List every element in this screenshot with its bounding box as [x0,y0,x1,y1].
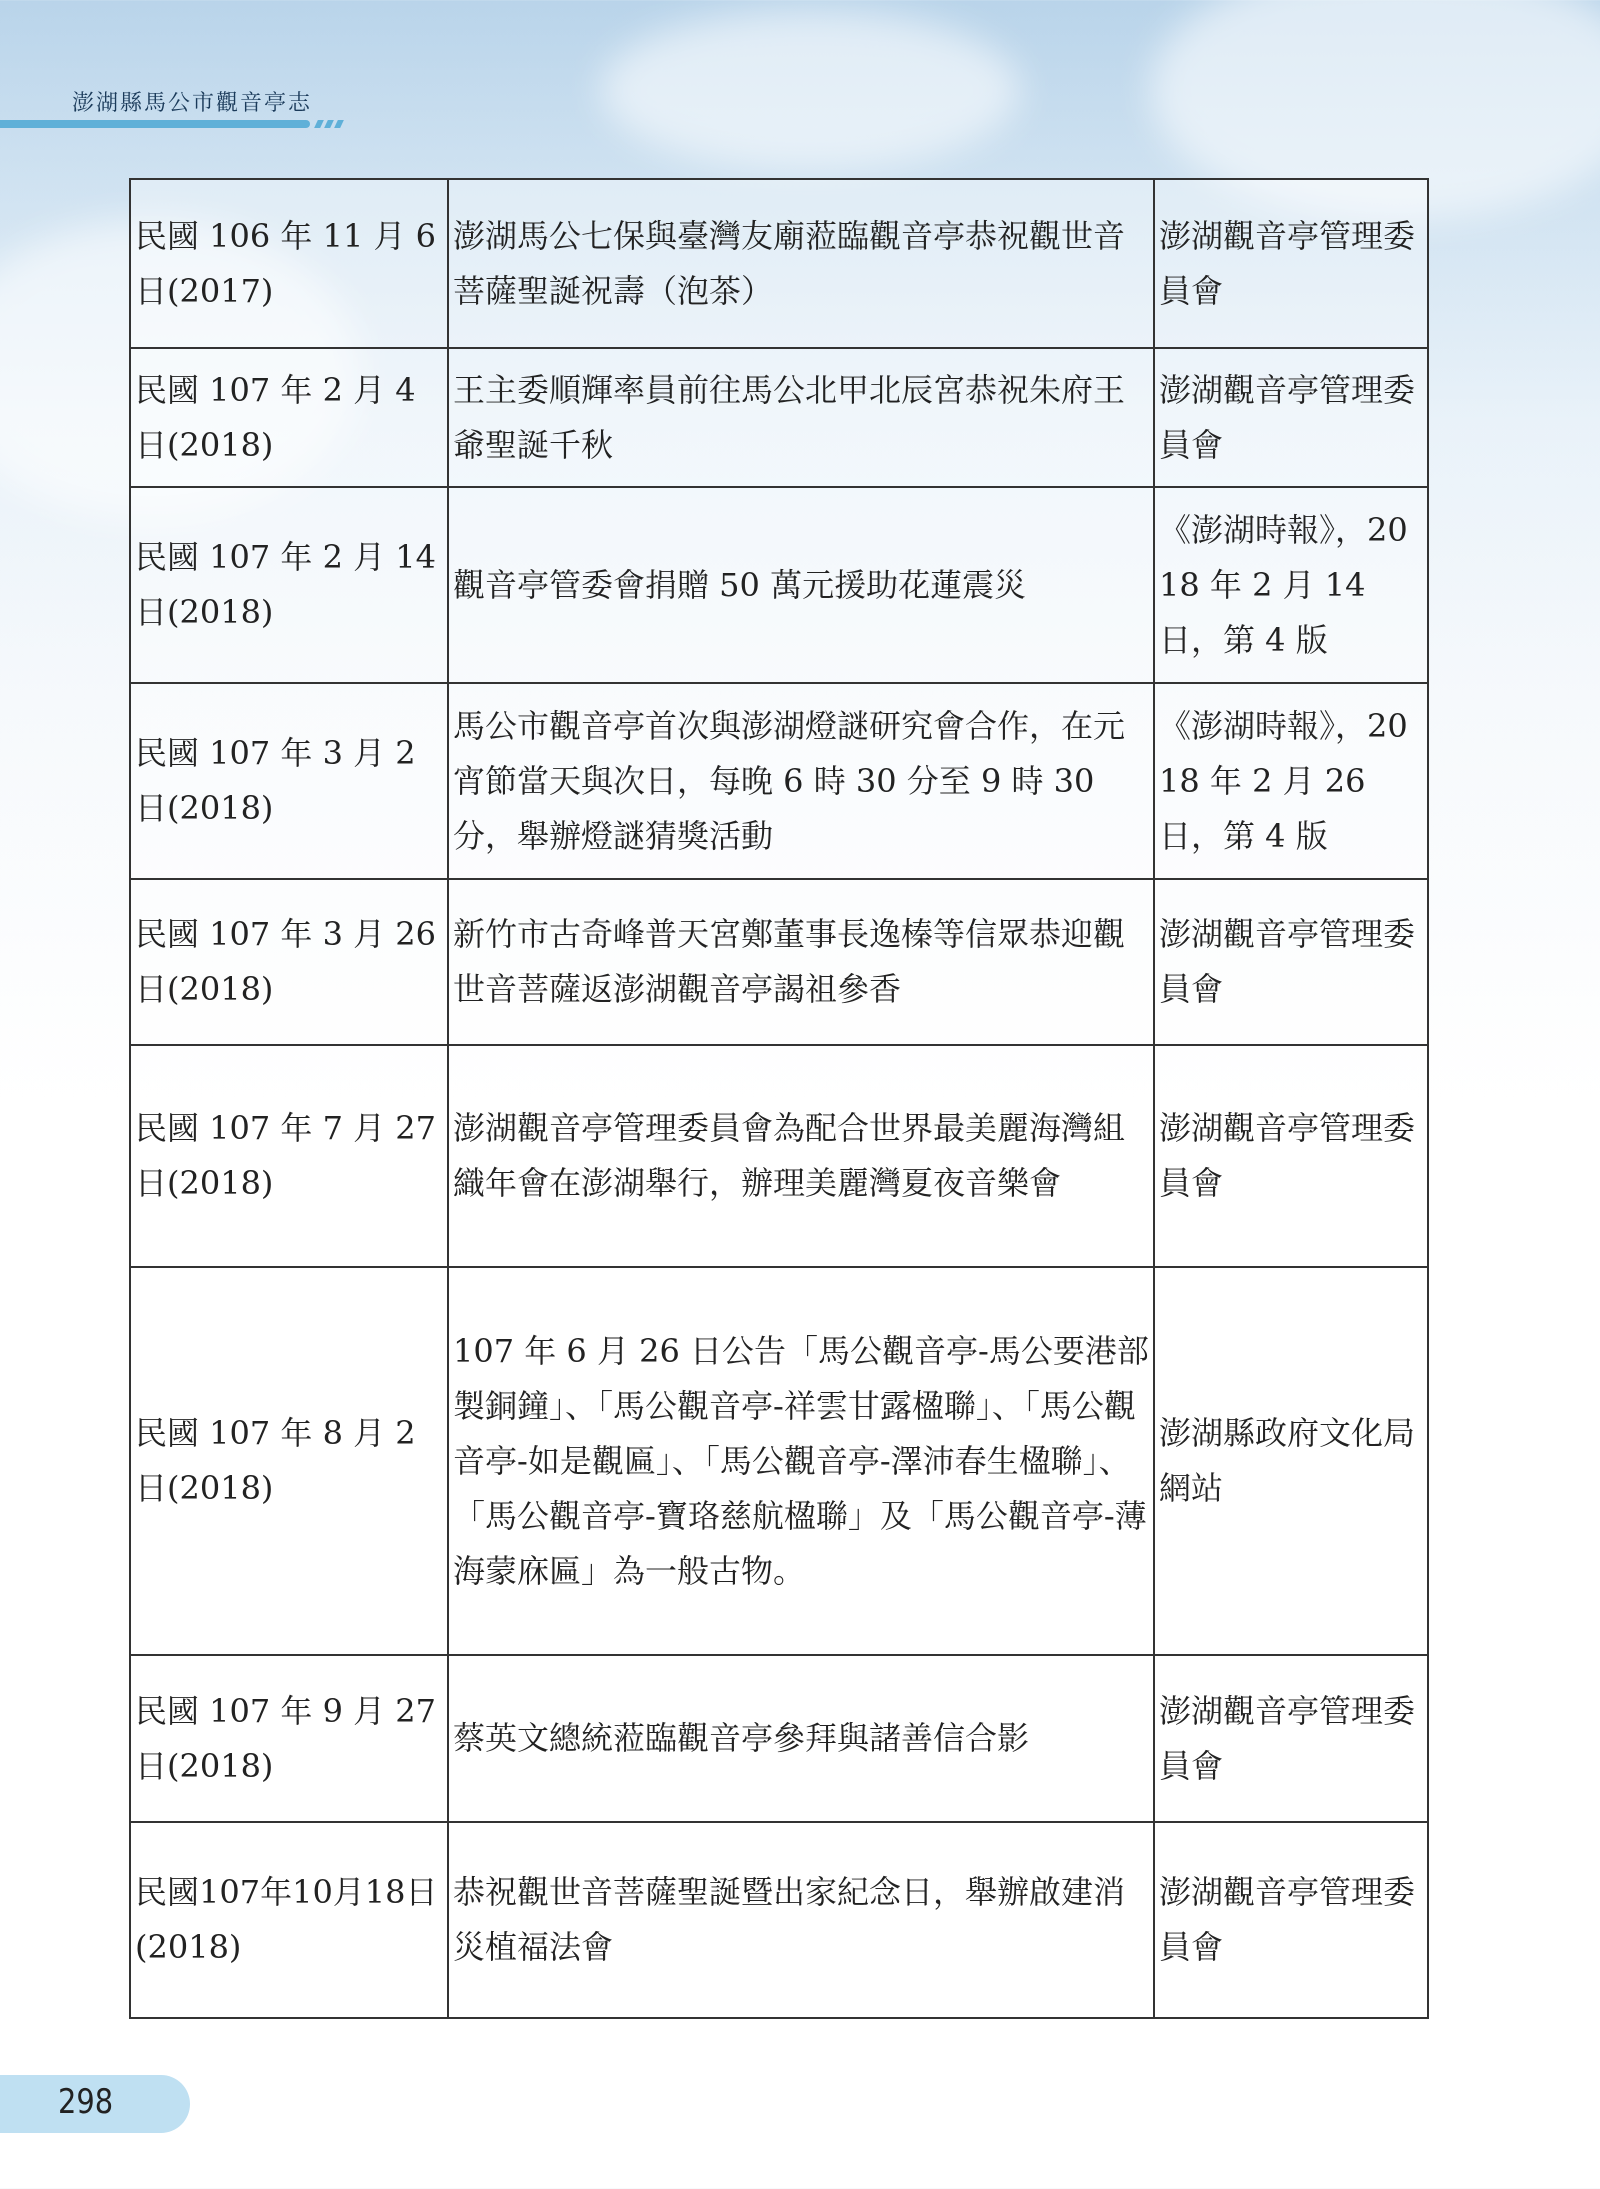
date-cell: 民國 107 年 9 月 27 日(2018) [130,1655,448,1822]
header-accent-dash [314,120,324,128]
table-row [130,348,1428,487]
event-cell: 蔡英文總統蒞臨觀音亭參拜與諸善信合影 [448,1655,1154,1822]
header-accent-dash [334,120,344,128]
table-row [130,1267,1428,1655]
event-cell: 馬公市觀音亭首次與澎湖燈謎研究會合作，在元宵節當天與次日，每晚 6 時 30 分至 9 時 30 分，舉辦燈謎猜獎活動 [448,683,1154,879]
date-cell: 民國107年10月18日(2018) [130,1822,448,2018]
header-accent-dash [324,120,334,128]
date-cell: 民國 107 年 2 月 14 日(2018) [130,487,448,683]
event-cell: 恭祝觀世音菩薩聖誕暨出家紀念日，舉辦啟建消災植福法會 [448,1822,1154,2018]
event-cell: 107 年 6 月 26 日公告「馬公觀音亭-馬公要港部製銅鐘」、「馬公觀音亭-祥雲甘露楹聯」、「馬公觀音亭-如是觀匾」、「馬公觀音亭-澤沛春生楹聯」、「馬公觀音亭-寶珞慈航楹聯」及「馬公觀音亭-薄海蒙庥匾」為一般古物。 [448,1267,1154,1655]
header-accent-bar [0,120,310,128]
source-cell: 澎湖觀音亭管理委員會 [1154,1822,1428,2018]
table-row [130,179,1428,348]
table-row [130,879,1428,1045]
event-cell: 澎湖觀音亭管理委員會為配合世界最美麗海灣組織年會在澎湖舉行，辦理美麗灣夏夜音樂會 [448,1045,1154,1267]
date-cell: 民國 107 年 8 月 2 日(2018) [130,1267,448,1655]
running-header [0,70,350,130]
date-cell: 民國 106 年 11 月 6 日(2017) [130,179,448,348]
date-cell: 民國 107 年 3 月 26 日(2018) [130,879,448,1045]
source-cell: 澎湖觀音亭管理委員會 [1154,179,1428,348]
chronology-table [129,178,1429,2019]
table-row [130,1822,1428,2018]
page-number-tab [0,2075,190,2133]
page-number: 298 [58,2082,114,2122]
event-cell: 觀音亭管委會捐贈 50 萬元援助花蓮震災 [448,487,1154,683]
event-cell: 王主委順輝率員前往馬公北甲北辰宮恭祝朱府王爺聖誕千秋 [448,348,1154,487]
event-cell: 澎湖馬公七保與臺灣友廟蒞臨觀音亭恭祝觀世音菩薩聖誕祝壽（泡茶） [448,179,1154,348]
source-cell: 《澎湖時報》，2018 年 2 月 26 日，第 4 版 [1154,683,1428,879]
source-cell: 澎湖觀音亭管理委員會 [1154,879,1428,1045]
table-row [130,683,1428,879]
source-cell: 澎湖觀音亭管理委員會 [1154,348,1428,487]
table-row [130,1045,1428,1267]
source-cell: 《澎湖時報》，2018 年 2 月 14 日，第 4 版 [1154,487,1428,683]
date-cell: 民國 107 年 7 月 27 日(2018) [130,1045,448,1267]
source-cell: 澎湖觀音亭管理委員會 [1154,1045,1428,1267]
event-cell: 新竹市古奇峰普天宮鄭董事長逸榛等信眾恭迎觀世音菩薩返澎湖觀音亭謁祖參香 [448,879,1154,1045]
source-cell: 澎湖縣政府文化局網站 [1154,1267,1428,1655]
background-cloud [600,10,1020,170]
source-cell: 澎湖觀音亭管理委員會 [1154,1655,1428,1822]
table-row [130,487,1428,683]
date-cell: 民國 107 年 3 月 2 日(2018) [130,683,448,879]
date-cell: 民國 107 年 2 月 4 日(2018) [130,348,448,487]
book-title: 澎湖縣馬公市觀音亭志 [72,91,313,116]
table-row [130,1655,1428,1822]
